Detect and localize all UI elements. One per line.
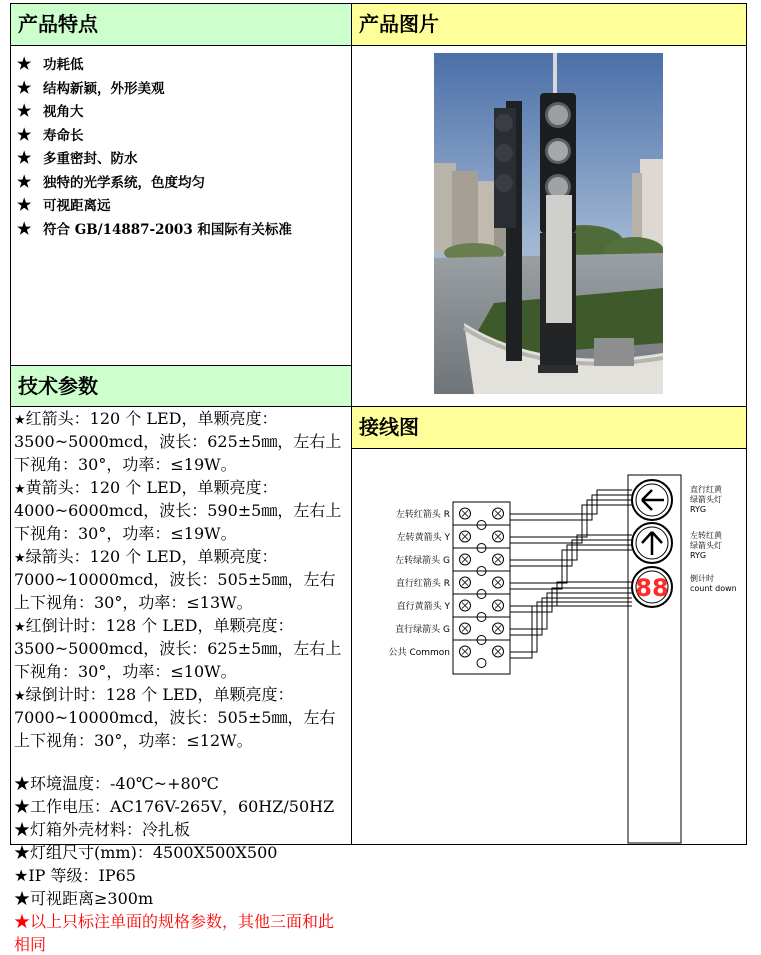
signal-label: 倒计时 — [690, 574, 714, 583]
spec-item-text: 可视距离≥300m — [30, 889, 154, 908]
star-icon: ★ — [14, 774, 31, 793]
specs-paragraphs — [14, 406, 347, 751]
specs-note — [14, 909, 347, 955]
star-icon: ★ — [14, 551, 26, 566]
spec-item-text: 工作电压：AC176V-265V，60HZ/50HZ — [30, 797, 335, 816]
feature-text: 结构新颖，外形美观 — [43, 80, 165, 97]
star-icon: ★ — [14, 820, 31, 839]
spec-item — [14, 817, 347, 840]
signal-labels — [690, 484, 737, 593]
spec-item — [14, 840, 347, 863]
feature-item — [11, 170, 351, 194]
star-icon: ★ — [14, 689, 26, 704]
wiring-header: 接线图 — [351, 406, 747, 449]
star-icon: ★ — [17, 54, 32, 73]
spec-paragraph — [14, 475, 347, 544]
product-photo — [434, 53, 663, 394]
specs-header: 技术参数 — [10, 365, 352, 407]
feature-item — [11, 193, 351, 217]
star-icon: ★ — [14, 889, 31, 908]
spec-paragraph-text: 绿箭头：120 个 LED，单颗亮度：7000~10000mcd，波长：505±5㎜，左右上下视角：30°，功率：≤13W。 — [14, 547, 336, 612]
spec-paragraph-text: 红箭头：120 个 LED，单颗亮度：3500~5000mcd，波长：625±5㎜，左右上下视角：30°，功率：≤19W。 — [14, 409, 342, 474]
spec-paragraph — [14, 406, 347, 475]
spec-item-text: 环境温度：-40℃~+80℃ — [30, 774, 219, 793]
feature-text: 可视距离远 — [43, 198, 111, 214]
signal-label: 直行红黄 — [690, 485, 722, 494]
star-icon: ★ — [17, 171, 32, 191]
features-list — [11, 52, 351, 240]
spec-item — [14, 771, 347, 794]
features-header: 产品特点 — [10, 3, 352, 46]
star-icon: ★ — [14, 866, 29, 885]
star-icon: ★ — [17, 124, 32, 144]
terminal-label: 左转红箭头 R — [395, 510, 450, 520]
spec-item — [14, 863, 347, 886]
star-icon: ★ — [17, 77, 32, 97]
spec-paragraph-text: 绿倒计时：128 个 LED，单颗亮度：7000~10000mcd，波长：505±5㎜，左右上下视角：30°，功率：≤12W。 — [14, 685, 336, 750]
spec-paragraph-text: 黄箭头：120 个 LED，单颗亮度：4000~6000mcd，波长：590±5㎜，左右上下视角：30°，功率：≤19W。 — [14, 478, 342, 543]
specs-note-text: 以上只标注单面的规格参数，其他三面和此相同 — [14, 912, 335, 954]
terminal-label: 左转绿箭头 G — [395, 556, 450, 566]
star-icon: ★ — [14, 912, 31, 931]
specs-items — [14, 771, 347, 909]
terminal-label: 左转黄箭头 Y — [396, 533, 450, 543]
spec-item — [14, 886, 347, 909]
feature-item — [11, 217, 351, 241]
star-icon: ★ — [17, 195, 32, 214]
signal-label: 绿箭头灯 — [690, 495, 722, 504]
terminal-label: 公共 Common — [388, 648, 450, 658]
signal-label: 左转红黄 — [690, 531, 722, 540]
terminal-label: 直行黄箭头 Y — [396, 602, 450, 612]
spec-paragraph-text: 红倒计时：128 个 LED，单颗亮度：3500~5000mcd，波长：625±5㎜，左右上下视角：30°，功率：≤10W。 — [14, 616, 342, 681]
feature-text: 视角大 — [43, 104, 84, 120]
feature-item — [11, 99, 351, 123]
spec-paragraph — [14, 682, 347, 751]
signal-label: RYG — [690, 551, 707, 560]
star-icon: ★ — [17, 101, 32, 120]
star-icon: ★ — [17, 148, 32, 167]
spec-item — [14, 794, 347, 817]
terminal-label: 直行红箭头 R — [395, 579, 450, 589]
specs-text — [14, 406, 347, 955]
feature-text: 独特的光学系统，色度均匀 — [43, 174, 205, 191]
terminal-label: 直行绿箭头 G — [395, 625, 450, 635]
feature-item — [11, 76, 351, 100]
star-icon: ★ — [14, 413, 26, 428]
star-icon: ★ — [14, 482, 26, 497]
spec-item-text: IP 等级：IP65 — [28, 866, 136, 885]
feature-text: 多重密封、防水 — [43, 151, 138, 167]
star-icon: ★ — [14, 843, 31, 862]
signal-label: 绿箭头灯 — [690, 541, 722, 550]
signal-label: RYG — [690, 505, 707, 514]
features-panel — [10, 45, 352, 366]
terminal-labels — [389, 508, 451, 658]
spec-item-text: 灯箱外壳材料：冷扎板 — [30, 820, 191, 839]
spec-item-text: 灯组尺寸(mm)：4500X500X500 — [30, 843, 278, 862]
spec-paragraph — [14, 613, 347, 682]
wiring-diagram — [352, 450, 747, 845]
spec-paragraph — [14, 544, 347, 613]
countdown-digits: 88 — [635, 574, 669, 602]
feature-text: 寿命长 — [43, 127, 84, 144]
feature-text: 符合 GB/14887-2003 和国际有关标准 — [43, 221, 292, 238]
feature-item — [11, 52, 351, 76]
feature-text: 功耗低 — [43, 57, 84, 73]
wires — [510, 490, 632, 658]
feature-item — [11, 146, 351, 170]
feature-item — [11, 123, 351, 147]
star-icon: ★ — [14, 797, 31, 816]
picture-header: 产品图片 — [351, 3, 747, 46]
star-icon: ★ — [14, 620, 26, 635]
signal-label: count down — [690, 584, 737, 593]
star-icon: ★ — [17, 218, 32, 238]
